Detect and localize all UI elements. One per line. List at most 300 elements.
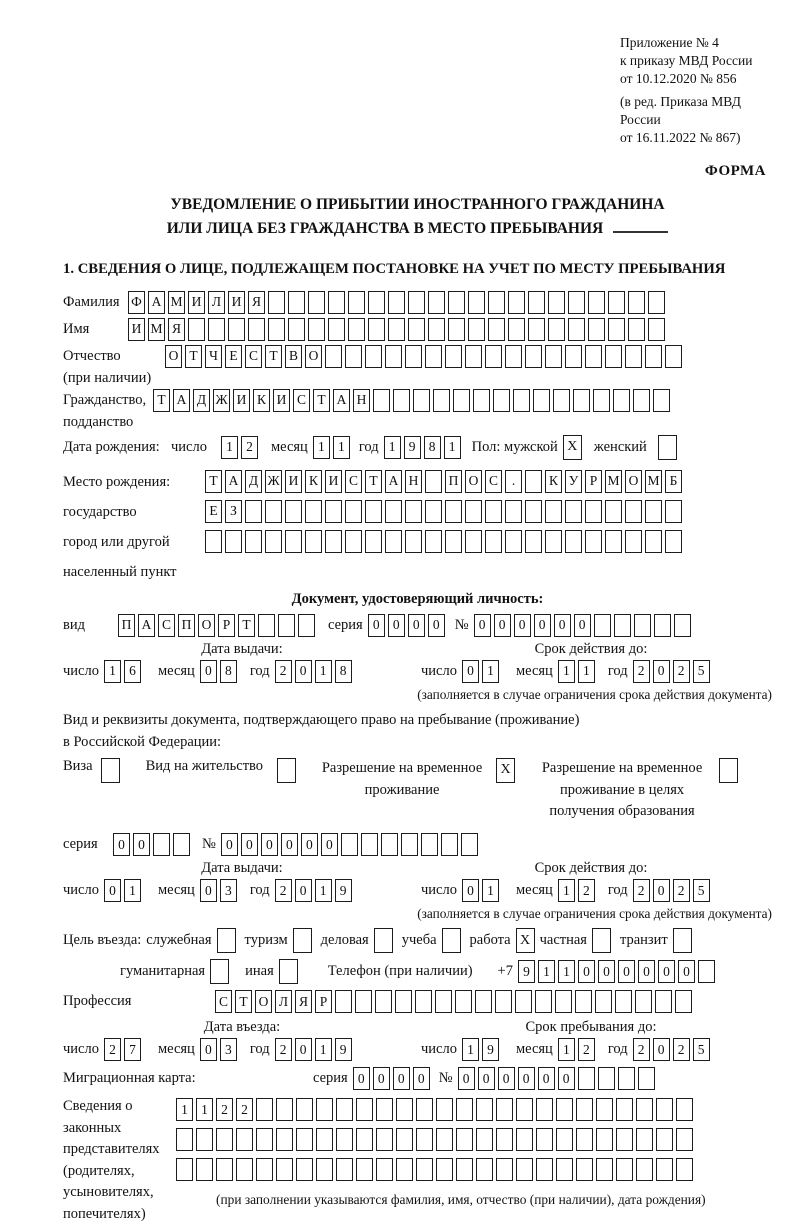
char-cell[interactable]: 2 — [673, 660, 690, 683]
char-cell[interactable] — [655, 990, 672, 1013]
char-cell[interactable]: 2 — [104, 1038, 121, 1061]
char-cell[interactable]: 1 — [538, 960, 555, 983]
entry-day-cells[interactable] — [104, 1038, 144, 1061]
char-cell[interactable] — [408, 318, 425, 341]
char-cell[interactable] — [248, 318, 265, 341]
char-cell[interactable]: 0 — [368, 614, 385, 637]
char-cell[interactable] — [665, 500, 682, 523]
char-cell[interactable]: 2 — [275, 660, 292, 683]
char-cell[interactable]: 0 — [353, 1067, 370, 1090]
char-cell[interactable]: 0 — [618, 960, 635, 983]
char-cell[interactable] — [625, 530, 642, 553]
char-cell[interactable]: 0 — [554, 614, 571, 637]
char-cell[interactable] — [576, 1128, 593, 1151]
char-cell[interactable]: 5 — [693, 879, 710, 902]
char-cell[interactable] — [616, 1158, 633, 1181]
char-cell[interactable]: 0 — [678, 960, 695, 983]
char-cell[interactable]: 0 — [458, 1067, 475, 1090]
char-cell[interactable]: Ж — [265, 470, 282, 493]
char-cell[interactable] — [548, 291, 565, 314]
char-cell[interactable]: . — [505, 470, 522, 493]
char-cell[interactable] — [385, 530, 402, 553]
char-cell[interactable]: Е — [205, 500, 222, 523]
char-cell[interactable] — [176, 1128, 193, 1151]
char-cell[interactable] — [596, 1158, 613, 1181]
char-cell[interactable]: 0 — [295, 879, 312, 902]
char-cell[interactable]: А — [138, 614, 155, 637]
permit-issue-day-cells[interactable] — [104, 879, 144, 902]
char-cell[interactable]: 0 — [653, 879, 670, 902]
char-cell[interactable]: В — [285, 345, 302, 368]
char-cell[interactable]: 2 — [633, 660, 650, 683]
char-cell[interactable]: М — [605, 470, 622, 493]
purpose-humanitarian-checkbox[interactable] — [210, 959, 229, 984]
char-cell[interactable] — [476, 1098, 493, 1121]
char-cell[interactable] — [468, 291, 485, 314]
char-cell[interactable]: 1 — [558, 660, 575, 683]
purpose-business-checkbox[interactable] — [374, 928, 393, 953]
char-cell[interactable] — [516, 1128, 533, 1151]
char-cell[interactable] — [325, 530, 342, 553]
char-cell[interactable] — [634, 614, 651, 637]
char-cell[interactable]: О — [625, 470, 642, 493]
char-cell[interactable] — [576, 1158, 593, 1181]
birthplace-cells-3[interactable] — [205, 530, 685, 553]
stay-day-cells[interactable] — [462, 1038, 502, 1061]
char-cell[interactable]: 1 — [384, 436, 401, 459]
char-cell[interactable] — [576, 1098, 593, 1121]
char-cell[interactable] — [408, 291, 425, 314]
doc-series-cells[interactable] — [368, 614, 448, 637]
char-cell[interactable] — [556, 1098, 573, 1121]
char-cell[interactable] — [495, 990, 512, 1013]
char-cell[interactable] — [435, 990, 452, 1013]
char-cell[interactable] — [153, 833, 170, 856]
char-cell[interactable] — [496, 1158, 513, 1181]
char-cell[interactable] — [345, 530, 362, 553]
doc-number-cells[interactable] — [474, 614, 694, 637]
char-cell[interactable]: 1 — [176, 1098, 193, 1121]
char-cell[interactable] — [588, 291, 605, 314]
given-name-cells[interactable] — [128, 318, 668, 341]
char-cell[interactable] — [256, 1098, 273, 1121]
char-cell[interactable] — [416, 1128, 433, 1151]
char-cell[interactable]: 0 — [413, 1067, 430, 1090]
char-cell[interactable] — [308, 318, 325, 341]
char-cell[interactable] — [416, 1158, 433, 1181]
char-cell[interactable] — [341, 833, 358, 856]
char-cell[interactable] — [336, 1098, 353, 1121]
char-cell[interactable] — [448, 291, 465, 314]
char-cell[interactable] — [568, 291, 585, 314]
char-cell[interactable]: 0 — [538, 1067, 555, 1090]
char-cell[interactable] — [528, 318, 545, 341]
char-cell[interactable]: М — [148, 318, 165, 341]
doc-type-cells[interactable] — [118, 614, 318, 637]
permit-issue-month-cells[interactable] — [200, 879, 240, 902]
char-cell[interactable]: 0 — [658, 960, 675, 983]
char-cell[interactable]: С — [485, 470, 502, 493]
char-cell[interactable]: 0 — [518, 1067, 535, 1090]
char-cell[interactable]: 0 — [104, 879, 121, 902]
char-cell[interactable] — [305, 500, 322, 523]
char-cell[interactable]: С — [345, 470, 362, 493]
char-cell[interactable]: 0 — [474, 614, 491, 637]
char-cell[interactable] — [676, 1098, 693, 1121]
char-cell[interactable] — [381, 833, 398, 856]
char-cell[interactable] — [296, 1158, 313, 1181]
char-cell[interactable] — [328, 318, 345, 341]
char-cell[interactable] — [585, 500, 602, 523]
permit-number-cells[interactable] — [221, 833, 481, 856]
char-cell[interactable]: Я — [168, 318, 185, 341]
char-cell[interactable] — [628, 291, 645, 314]
char-cell[interactable] — [475, 990, 492, 1013]
char-cell[interactable] — [396, 1098, 413, 1121]
char-cell[interactable]: С — [293, 389, 310, 412]
char-cell[interactable] — [656, 1128, 673, 1151]
char-cell[interactable] — [505, 500, 522, 523]
char-cell[interactable] — [448, 318, 465, 341]
char-cell[interactable] — [376, 1158, 393, 1181]
char-cell[interactable]: Р — [218, 614, 235, 637]
char-cell[interactable] — [516, 1158, 533, 1181]
purpose-tourism-checkbox[interactable] — [293, 928, 312, 953]
char-cell[interactable] — [528, 291, 545, 314]
char-cell[interactable] — [336, 1158, 353, 1181]
char-cell[interactable] — [276, 1158, 293, 1181]
char-cell[interactable]: О — [198, 614, 215, 637]
char-cell[interactable] — [476, 1128, 493, 1151]
char-cell[interactable] — [425, 530, 442, 553]
purpose-transit-checkbox[interactable] — [673, 928, 692, 953]
char-cell[interactable] — [328, 291, 345, 314]
char-cell[interactable]: Р — [315, 990, 332, 1013]
doc-issue-month-cells[interactable] — [200, 660, 240, 683]
char-cell[interactable]: 1 — [462, 1038, 479, 1061]
char-cell[interactable] — [396, 1158, 413, 1181]
char-cell[interactable] — [445, 500, 462, 523]
char-cell[interactable] — [415, 990, 432, 1013]
char-cell[interactable] — [675, 990, 692, 1013]
char-cell[interactable] — [388, 291, 405, 314]
char-cell[interactable]: О — [255, 990, 272, 1013]
char-cell[interactable] — [565, 530, 582, 553]
visa-checkbox[interactable] — [101, 758, 120, 783]
char-cell[interactable]: Т — [185, 345, 202, 368]
char-cell[interactable]: С — [245, 345, 262, 368]
char-cell[interactable] — [425, 470, 442, 493]
char-cell[interactable]: 8 — [220, 660, 237, 683]
char-cell[interactable]: 8 — [335, 660, 352, 683]
char-cell[interactable] — [545, 500, 562, 523]
char-cell[interactable] — [545, 345, 562, 368]
char-cell[interactable]: 9 — [482, 1038, 499, 1061]
char-cell[interactable] — [485, 530, 502, 553]
char-cell[interactable]: 2 — [578, 1038, 595, 1061]
char-cell[interactable] — [225, 530, 242, 553]
char-cell[interactable] — [553, 389, 570, 412]
char-cell[interactable] — [355, 990, 372, 1013]
char-cell[interactable] — [265, 530, 282, 553]
char-cell[interactable] — [455, 990, 472, 1013]
char-cell[interactable] — [595, 990, 612, 1013]
char-cell[interactable]: Б — [665, 470, 682, 493]
char-cell[interactable] — [645, 530, 662, 553]
char-cell[interactable] — [533, 389, 550, 412]
char-cell[interactable]: 1 — [578, 660, 595, 683]
char-cell[interactable] — [635, 990, 652, 1013]
char-cell[interactable]: О — [305, 345, 322, 368]
permit-series-cells[interactable] — [113, 833, 193, 856]
char-cell[interactable] — [393, 389, 410, 412]
char-cell[interactable]: О — [465, 470, 482, 493]
char-cell[interactable] — [625, 345, 642, 368]
char-cell[interactable] — [276, 1128, 293, 1151]
char-cell[interactable]: 9 — [335, 1038, 352, 1061]
stay-year-cells[interactable] — [633, 1038, 713, 1061]
char-cell[interactable] — [488, 291, 505, 314]
char-cell[interactable]: 2 — [216, 1098, 233, 1121]
char-cell[interactable] — [465, 530, 482, 553]
birthplace-cells-2[interactable] — [205, 500, 685, 523]
char-cell[interactable] — [513, 389, 530, 412]
char-cell[interactable]: 1 — [558, 1038, 575, 1061]
char-cell[interactable]: 3 — [220, 879, 237, 902]
char-cell[interactable]: А — [225, 470, 242, 493]
doc-valid-month-cells[interactable] — [558, 660, 598, 683]
char-cell[interactable] — [536, 1098, 553, 1121]
char-cell[interactable]: 0 — [598, 960, 615, 983]
char-cell[interactable] — [515, 990, 532, 1013]
char-cell[interactable] — [605, 500, 622, 523]
char-cell[interactable]: Е — [225, 345, 242, 368]
char-cell[interactable]: И — [285, 470, 302, 493]
char-cell[interactable] — [625, 500, 642, 523]
permit-issue-year-cells[interactable] — [275, 879, 355, 902]
char-cell[interactable] — [648, 318, 665, 341]
permit-valid-month-cells[interactable] — [558, 879, 598, 902]
temp-residence-edu-checkbox[interactable] — [719, 758, 738, 783]
char-cell[interactable]: 0 — [221, 833, 238, 856]
char-cell[interactable] — [368, 318, 385, 341]
char-cell[interactable] — [425, 500, 442, 523]
migration-number-cells[interactable] — [458, 1067, 658, 1090]
char-cell[interactable] — [405, 500, 422, 523]
char-cell[interactable]: 1 — [558, 879, 575, 902]
char-cell[interactable]: 2 — [275, 1038, 292, 1061]
char-cell[interactable]: А — [333, 389, 350, 412]
char-cell[interactable] — [278, 614, 295, 637]
char-cell[interactable] — [268, 318, 285, 341]
permit-valid-year-cells[interactable] — [633, 879, 713, 902]
char-cell[interactable] — [575, 990, 592, 1013]
char-cell[interactable] — [488, 318, 505, 341]
purpose-study-checkbox[interactable] — [442, 928, 461, 953]
char-cell[interactable]: 2 — [275, 879, 292, 902]
char-cell[interactable] — [616, 1098, 633, 1121]
char-cell[interactable] — [395, 990, 412, 1013]
char-cell[interactable] — [348, 318, 365, 341]
char-cell[interactable]: 2 — [633, 879, 650, 902]
char-cell[interactable]: Т — [365, 470, 382, 493]
char-cell[interactable]: 0 — [534, 614, 551, 637]
char-cell[interactable] — [236, 1158, 253, 1181]
char-cell[interactable]: 6 — [124, 660, 141, 683]
char-cell[interactable] — [645, 500, 662, 523]
doc-valid-year-cells[interactable] — [633, 660, 713, 683]
char-cell[interactable]: Ж — [213, 389, 230, 412]
char-cell[interactable]: 0 — [321, 833, 338, 856]
char-cell[interactable] — [436, 1098, 453, 1121]
char-cell[interactable] — [356, 1128, 373, 1151]
char-cell[interactable] — [674, 614, 691, 637]
char-cell[interactable] — [425, 345, 442, 368]
representatives-cells-1[interactable] — [176, 1098, 706, 1121]
char-cell[interactable] — [376, 1098, 393, 1121]
char-cell[interactable]: 2 — [236, 1098, 253, 1121]
char-cell[interactable]: А — [385, 470, 402, 493]
char-cell[interactable]: 0 — [281, 833, 298, 856]
char-cell[interactable] — [485, 345, 502, 368]
char-cell[interactable] — [385, 345, 402, 368]
char-cell[interactable]: К — [305, 470, 322, 493]
char-cell[interactable] — [556, 1128, 573, 1151]
char-cell[interactable]: 9 — [404, 436, 421, 459]
char-cell[interactable] — [375, 990, 392, 1013]
char-cell[interactable] — [421, 833, 438, 856]
char-cell[interactable]: 0 — [638, 960, 655, 983]
char-cell[interactable] — [556, 1158, 573, 1181]
char-cell[interactable] — [656, 1158, 673, 1181]
char-cell[interactable] — [245, 530, 262, 553]
char-cell[interactable]: 0 — [653, 660, 670, 683]
char-cell[interactable] — [676, 1158, 693, 1181]
char-cell[interactable] — [335, 990, 352, 1013]
char-cell[interactable] — [605, 530, 622, 553]
temp-residence-checkbox[interactable]: X — [496, 758, 515, 783]
char-cell[interactable] — [476, 1158, 493, 1181]
char-cell[interactable]: 8 — [424, 436, 441, 459]
char-cell[interactable] — [298, 614, 315, 637]
char-cell[interactable]: 0 — [494, 614, 511, 637]
char-cell[interactable] — [633, 389, 650, 412]
char-cell[interactable]: 1 — [313, 436, 330, 459]
char-cell[interactable]: М — [168, 291, 185, 314]
char-cell[interactable]: 0 — [200, 660, 217, 683]
char-cell[interactable]: 0 — [200, 1038, 217, 1061]
char-cell[interactable]: 0 — [295, 660, 312, 683]
char-cell[interactable] — [614, 614, 631, 637]
char-cell[interactable] — [598, 1067, 615, 1090]
char-cell[interactable] — [361, 833, 378, 856]
char-cell[interactable] — [205, 530, 222, 553]
char-cell[interactable]: 9 — [518, 960, 535, 983]
char-cell[interactable]: 0 — [373, 1067, 390, 1090]
char-cell[interactable]: Т — [238, 614, 255, 637]
char-cell[interactable] — [456, 1128, 473, 1151]
char-cell[interactable] — [615, 990, 632, 1013]
char-cell[interactable]: Т — [265, 345, 282, 368]
char-cell[interactable] — [485, 500, 502, 523]
birth-month-cells[interactable] — [313, 436, 353, 459]
char-cell[interactable] — [305, 530, 322, 553]
char-cell[interactable] — [308, 291, 325, 314]
char-cell[interactable] — [473, 389, 490, 412]
char-cell[interactable] — [288, 291, 305, 314]
char-cell[interactable]: Н — [405, 470, 422, 493]
char-cell[interactable]: 5 — [693, 660, 710, 683]
char-cell[interactable] — [445, 345, 462, 368]
sex-female-checkbox[interactable] — [658, 435, 677, 460]
char-cell[interactable] — [208, 318, 225, 341]
representatives-cells-2[interactable] — [176, 1128, 706, 1151]
doc-issue-day-cells[interactable] — [104, 660, 144, 683]
char-cell[interactable] — [565, 345, 582, 368]
char-cell[interactable] — [525, 530, 542, 553]
char-cell[interactable] — [516, 1098, 533, 1121]
char-cell[interactable] — [356, 1158, 373, 1181]
char-cell[interactable]: 1 — [315, 1038, 332, 1061]
char-cell[interactable] — [413, 389, 430, 412]
char-cell[interactable] — [396, 1128, 413, 1151]
char-cell[interactable] — [288, 318, 305, 341]
char-cell[interactable]: У — [565, 470, 582, 493]
char-cell[interactable] — [173, 833, 190, 856]
sex-male-checkbox[interactable]: X — [563, 435, 582, 460]
char-cell[interactable]: 0 — [408, 614, 425, 637]
doc-issue-year-cells[interactable] — [275, 660, 355, 683]
char-cell[interactable] — [525, 500, 542, 523]
char-cell[interactable] — [256, 1158, 273, 1181]
char-cell[interactable]: 0 — [393, 1067, 410, 1090]
char-cell[interactable] — [325, 500, 342, 523]
char-cell[interactable] — [416, 1098, 433, 1121]
char-cell[interactable]: О — [165, 345, 182, 368]
residence-permit-checkbox[interactable] — [277, 758, 296, 783]
char-cell[interactable]: 1 — [315, 879, 332, 902]
char-cell[interactable] — [656, 1098, 673, 1121]
char-cell[interactable]: И — [188, 291, 205, 314]
char-cell[interactable] — [676, 1128, 693, 1151]
char-cell[interactable] — [536, 1158, 553, 1181]
char-cell[interactable]: Р — [585, 470, 602, 493]
migration-series-cells[interactable] — [353, 1067, 433, 1090]
char-cell[interactable]: 0 — [514, 614, 531, 637]
char-cell[interactable] — [496, 1128, 513, 1151]
char-cell[interactable] — [636, 1158, 653, 1181]
char-cell[interactable]: 0 — [478, 1067, 495, 1090]
char-cell[interactable] — [196, 1128, 213, 1151]
char-cell[interactable] — [608, 291, 625, 314]
char-cell[interactable] — [573, 389, 590, 412]
char-cell[interactable]: 0 — [113, 833, 130, 856]
char-cell[interactable]: А — [148, 291, 165, 314]
char-cell[interactable]: М — [645, 470, 662, 493]
char-cell[interactable]: С — [158, 614, 175, 637]
char-cell[interactable] — [345, 345, 362, 368]
char-cell[interactable]: Ч — [205, 345, 222, 368]
char-cell[interactable] — [325, 345, 342, 368]
char-cell[interactable]: 2 — [578, 879, 595, 902]
char-cell[interactable]: 1 — [482, 879, 499, 902]
char-cell[interactable]: 1 — [315, 660, 332, 683]
char-cell[interactable] — [548, 318, 565, 341]
char-cell[interactable] — [365, 530, 382, 553]
birth-year-cells[interactable] — [384, 436, 464, 459]
char-cell[interactable]: Л — [208, 291, 225, 314]
char-cell[interactable] — [348, 291, 365, 314]
